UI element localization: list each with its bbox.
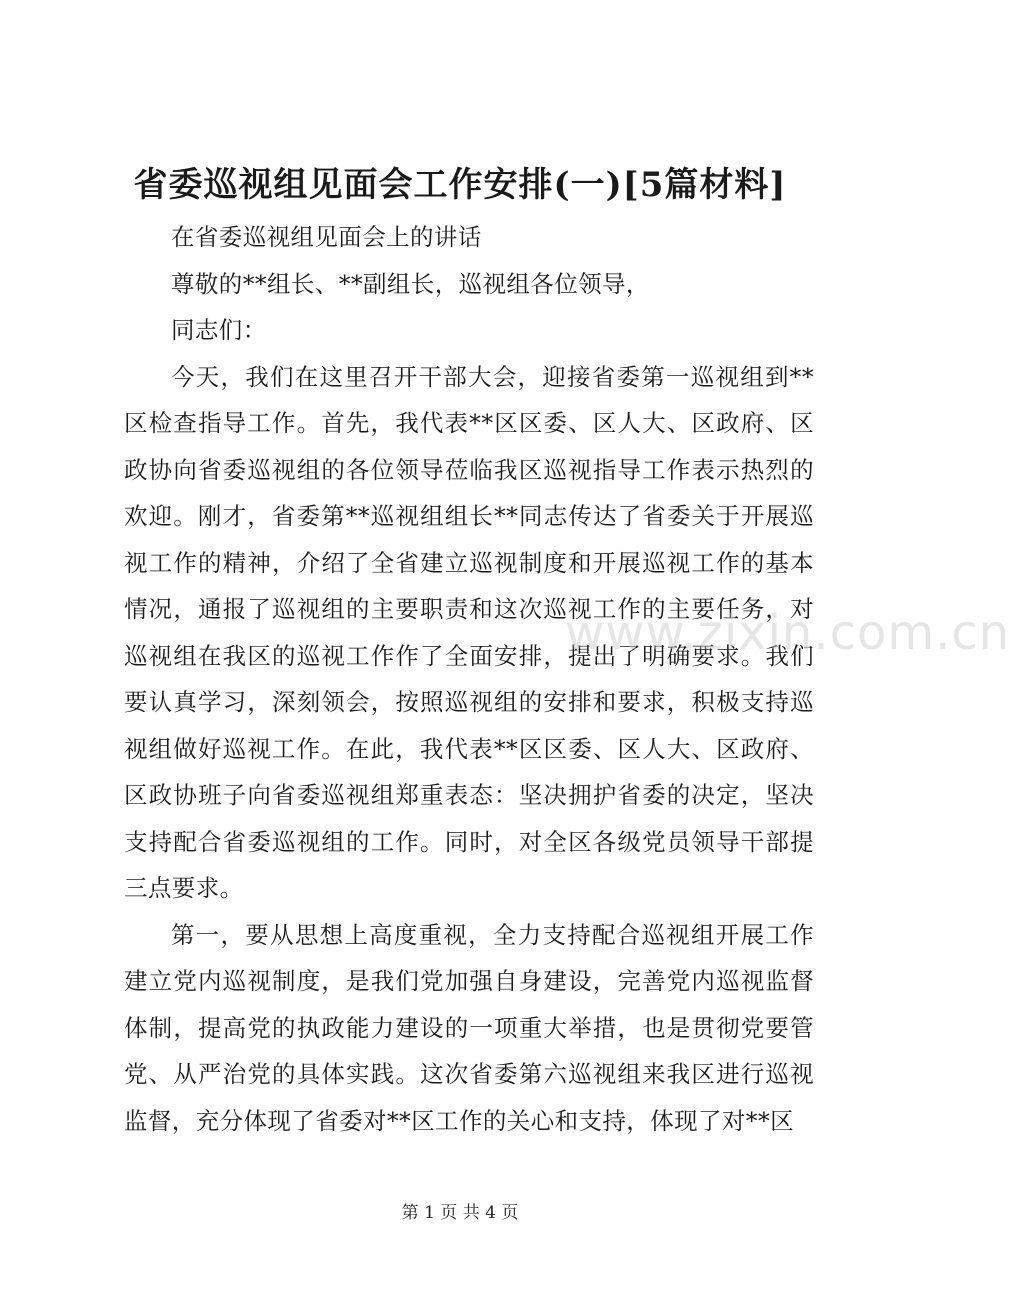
- paragraph-intro: 今天，我们在这里召开干部大会，迎接省委第一巡视组到**区检查指导工作。首先，我代表**区区委、区人大、区政府、区政协向省委巡视组的各位领导莅临我区巡视指导工作表示热烈的欢迎。刚才，省委第**巡视组组长**同志传达了省委关于开展巡视工作的精神，介绍了全省建立巡视制度和开展巡视工作的基本情况，通报了巡视组的主要职责和这次巡视工作的主要任务，对巡视组在我区的巡视工作作了全面安排，提出了明确要求。我们要认真学习，深刻领会，按照巡视组的安排和要求，积极支持巡视组做好巡视工作。在此，我代表**区区委、区人大、区政府、区政协班子向省委巡视组郑重表态：坚决拥护省委的决定，坚决支持配合省委巡视组的工作。同时，对全区各级党员领导干部提三点要求。: [124, 362, 814, 902]
- salutation-line: 尊敬的**组长、**副组长，巡视组各位领导，: [171, 269, 650, 298]
- page-footer: 第 1 页 共 4 页: [401, 1203, 519, 1223]
- document-body: [124, 214, 814, 1144]
- document-title: 省委巡视组见面会工作安排(一)[5篇材料]: [133, 165, 787, 205]
- watermark-text: www.zixin.com.cn: [565, 605, 1010, 661]
- greeting-line: 同志们：: [171, 316, 267, 344]
- speech-heading: 在省委巡视组见面会上的讲话: [171, 223, 482, 251]
- paragraph-first-point: 第一，要从思想上高度重视，全力支持配合巡视组开展工作建立党内巡视制度，是我们党加强自身建设，完善党内巡视监督体制，提高党的执政能力建设的一项重大举措，也是贯彻党要管党、从严治党的具体实践。这次省委第六巡视组来我区进行巡视监督，充分体现了省委对**区工作的关心和支持，体现了对**区: [124, 920, 814, 1135]
